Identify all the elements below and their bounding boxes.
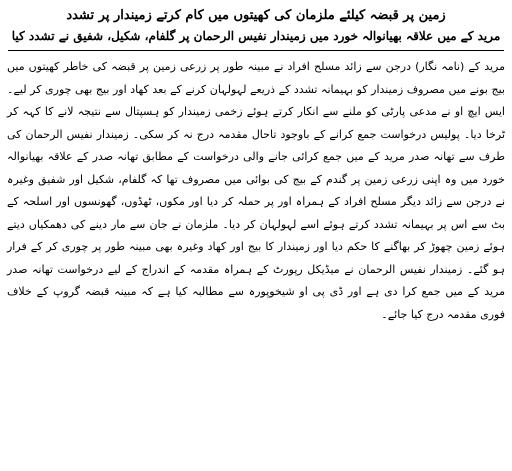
headline-divider bbox=[8, 50, 504, 51]
headline-block bbox=[6, 5, 506, 47]
article-body: مرید کے (نامہ نگار) درجن سے زائد مسلح افراد نے مبینہ طور پر زرعی زمین پر قبضہ کی خاطر کھیتوں میں بیج بونے میں مصروف زمیندار کو بہیمانہ تشدد کے ذریعے لہولہان کرنے کے بعد کھاد اور بیج بھی چوری کر لیے۔ ایس ایچ او نے مدعی پارٹی کو ملنے سے انکار کرتے ہوئے زخمی زمیندار کو ہسپتال سے نتیجہ لانے کا کہہ کر ٹرخا دیا۔ پولیس درخواست جمع کرانے کے باوجود تاحال مقدمہ درج نہ کر سکی۔ زمیندار نفیس الرحمان کی طرف سے تھانہ صدر مرید کے میں جمع کرائی جانے والی درخواست کے مطابق تھانہ صدر کے علاقہ بھیانوالہ خورد میں وہ اپنی زرعی زمین پر گندم کے بیج کی بوائی میں مصروف تھا کہ گلفام، شکیل اور شفیق وغیرہ نے درجن سے زائد دیگر مسلح افراد کے ہمراہ اور پر حملہ کر دیا اور مکوں، ٹھڈوں، گھونسوں اور اسلحہ کے بٹ سے اس پر بہیمانہ تشدد کرتے ہوئے اسے لہولہان کر دیا۔ ملزمان نے جان سے مار دینے کی دھمکیاں دیتے ہوئے زمین چھوڑ کر بھاگنے کا حکم دیا اور زمیندار کا بیج اور کھاد وغیرہ بھی مبینہ طور پر چوری کر کے فرار ہو گئے۔ زمیندار نفیس الرحمان نے میڈیکل رپورٹ کے ہمراہ مقدمہ کے اندراج کے لیے درخواست تھانہ صدر مرید کے میں جمع کرا دی ہے اور ڈی پی او شیخوپورہ سے مطالبہ کیا ہے کہ مبینہ قبضہ گروپ کے خلاف فوری مقدمہ درج کیا جائے۔ bbox=[7, 60, 505, 321]
main-headline: زمین پر قبضہ کیلئے ملزمان کی کھیتوں میں کام کرتے زمیندار پر تشدد bbox=[66, 8, 446, 23]
sub-headline: مرید کے میں علاقہ بھیانوالہ خورد میں زمیندار نفیس الرحمان پر گلفام، شکیل، شفیق نے تشدد کیا bbox=[11, 29, 501, 43]
